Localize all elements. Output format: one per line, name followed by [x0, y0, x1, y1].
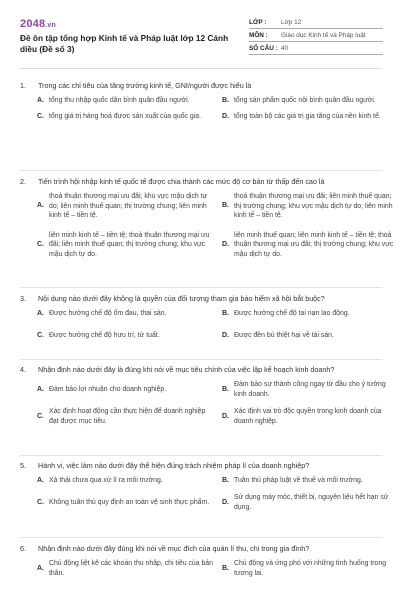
option-d[interactable] [222, 493, 399, 513]
option-text: Đảm bảo sự thành công ngay từ đầu cho ý tưởng kinh doanh. [234, 381, 386, 398]
question-text: Tiến trình hội nhập kinh tế quốc tế được chia thành các mức độ cơ bản từ thấp đến cao là [38, 177, 325, 186]
option-a[interactable] [37, 96, 214, 106]
option-text: tổng sản phẩm quốc nội bình quân đầu người. [234, 97, 376, 104]
option-letter: B. [222, 477, 229, 484]
option-c[interactable] [37, 493, 214, 513]
info-label: MÔN : [249, 31, 268, 39]
option-letter: B. [222, 202, 229, 210]
option-text: Được đền bù thiệt hại về tài sản. [234, 332, 334, 339]
option-c[interactable] [37, 331, 214, 341]
question-3 [20, 293, 382, 341]
option-text: Xác định hoạt động cần thực hiện để doanh nghiệp đạt được mục tiêu. [49, 408, 206, 425]
option-text: tổng toàn bộ các giá trị gia tăng của nền kinh tế. [234, 113, 381, 120]
option-letter: B. [222, 310, 229, 317]
option-b[interactable] [222, 380, 399, 400]
site-logo[interactable] [20, 18, 56, 30]
option-a[interactable] [37, 380, 214, 400]
question-number: 5. [20, 461, 26, 470]
question-2 [20, 176, 394, 260]
option-letter: A. [37, 477, 44, 484]
info-label: SỐ CÂU : [249, 44, 278, 52]
option-text: Được hưởng chế độ ốm đau, thai sản. [49, 310, 167, 317]
option-letter: B. [222, 565, 229, 572]
question-text: Trong các chỉ tiêu của tăng trưởng kinh tế, GNI/người được hiểu là [38, 81, 252, 90]
option-a[interactable] [37, 476, 214, 486]
info-row-subject [249, 29, 383, 42]
option-letter: A. [37, 202, 44, 210]
info-label: LỚP : [249, 18, 267, 26]
info-value: Lớp 12 [281, 18, 302, 26]
page-title: Đề ôn tập tổng hợp Kinh tế và Pháp luật lớp 12 Cánh diều (Đề số 3) [20, 33, 229, 54]
option-text: Đảm bảo lợi nhuận cho doanh nghiệp. [49, 386, 167, 393]
option-text: tổng giá trị hàng hoá được sản xuất của quốc gia. [49, 113, 202, 120]
option-c[interactable] [37, 231, 214, 260]
question-number: 6. [20, 544, 26, 553]
question-text: Nhận định nào dưới đây đúng khi nói về mục đích của quản lí thu, chi trong gia đình? [38, 544, 310, 553]
option-text: Được hưởng chế độ hưu trí, tử tuất. [49, 332, 160, 339]
option-a[interactable] [37, 192, 214, 221]
info-value: 40 [281, 44, 289, 52]
option-letter: D. [222, 499, 229, 506]
option-letter: C. [37, 499, 44, 506]
option-letter: D. [222, 113, 229, 120]
option-text: tổng thu nhập quốc dân bình quân đầu người. [49, 97, 190, 104]
option-text: Chủ động liệt kê các khoản thu nhập, chi tiêu của bản thân. [49, 560, 213, 577]
question-number: 1. [20, 81, 26, 90]
option-b[interactable] [222, 96, 399, 106]
option-letter: A. [37, 386, 44, 393]
option-letter: C. [37, 332, 44, 339]
header-divider [20, 68, 382, 69]
info-row-question-count [249, 42, 383, 55]
option-text: Được hưởng chế độ tai nạn lao động. [234, 310, 350, 317]
option-text: Chủ động và ứng phó với những tình huống trong tương lai. [234, 560, 387, 577]
option-b[interactable] [222, 559, 399, 579]
question-1 [20, 80, 382, 122]
question-number: 3. [20, 294, 26, 303]
info-row-class [249, 16, 383, 29]
option-letter: C. [37, 241, 44, 249]
info-value: Giáo dục Kinh tế và Pháp luật [281, 31, 366, 39]
option-letter: D. [222, 241, 229, 249]
option-a[interactable] [37, 309, 214, 319]
option-b[interactable] [222, 192, 399, 221]
option-text: Sử dụng máy móc, thiết bị, nguyên liệu hết hạn sử dụng. [234, 494, 389, 511]
option-d[interactable] [222, 331, 399, 341]
option-text: Không tuân thủ quy định an toàn vệ sinh thực phẩm. [49, 499, 210, 506]
option-letter: A. [37, 565, 44, 572]
option-letter: D. [222, 413, 229, 420]
logo-main: 2048 [20, 18, 46, 30]
question-6 [20, 543, 387, 579]
option-text: Xả thải chưa qua xử lí ra môi trường. [49, 477, 163, 484]
question-text: Nội dung nào dưới đây không là quyền của đối tượng tham gia bảo hiểm xã hội bắt buộc? [38, 294, 325, 303]
option-letter: A. [37, 310, 44, 317]
option-c[interactable] [37, 407, 214, 427]
option-d[interactable] [222, 112, 399, 122]
question-divider [20, 455, 382, 456]
question-text: Nhận định nào dưới đây là đúng khi nói về mục tiêu chính của việc lập kế hoạch kinh doanh? [38, 365, 335, 374]
question-5 [20, 460, 389, 513]
option-text: liên minh kinh tế – tiền tệ; thoả thuận thương mại ưu đãi; liên minh thuế quan; thị trường chung; khu vực mậu dịch tự do. [49, 231, 210, 258]
option-text: Tuân thủ pháp luật về thuế và môi trường. [234, 477, 363, 484]
option-b[interactable] [222, 476, 399, 486]
question-4 [20, 364, 386, 427]
option-letter: C. [37, 413, 44, 420]
option-text: Xác định vai trò độc quyền trong kinh doanh của doanh nghiệp. [234, 408, 382, 425]
question-divider [20, 359, 382, 360]
logo-suffix: .vn [45, 22, 56, 29]
option-letter: B. [222, 386, 229, 393]
question-text: Hành vi, việc làm nào dưới đây thể hiện đúng trách nhiệm pháp lí của doanh nghiệp? [38, 461, 310, 470]
option-letter: C. [37, 113, 44, 120]
option-letter: D. [222, 332, 229, 339]
option-text: thoả thuận thương mại ưu đãi; liên minh thuế quan; thị trường chung; khu vực mậu dịch tự do; liên minh kinh tế – tiền tệ. [234, 193, 393, 220]
question-number: 4. [20, 365, 26, 374]
question-divider [20, 537, 382, 538]
option-letter: B. [222, 97, 229, 104]
option-d[interactable] [222, 231, 399, 260]
option-c[interactable] [37, 112, 214, 122]
option-text: thoả thuận thương mại ưu đãi; khu vực mậu dịch tự do; liên minh thuế quan; thị trường chung; liên minh kinh tế – tiền tệ. [49, 193, 208, 220]
exam-info-panel [249, 16, 383, 55]
option-text: liên minh thuế quan; liên minh kinh tế – tiền tệ; thoả thuận thương mại ưu đãi; thị trường chung; khu vực mậu dịch tự do. [234, 231, 394, 258]
option-letter: A. [37, 97, 44, 104]
question-divider [20, 170, 382, 171]
option-b[interactable] [222, 309, 399, 319]
option-d[interactable] [222, 407, 399, 427]
option-a[interactable] [37, 559, 214, 579]
question-number: 2. [20, 177, 26, 186]
question-divider [20, 287, 382, 288]
